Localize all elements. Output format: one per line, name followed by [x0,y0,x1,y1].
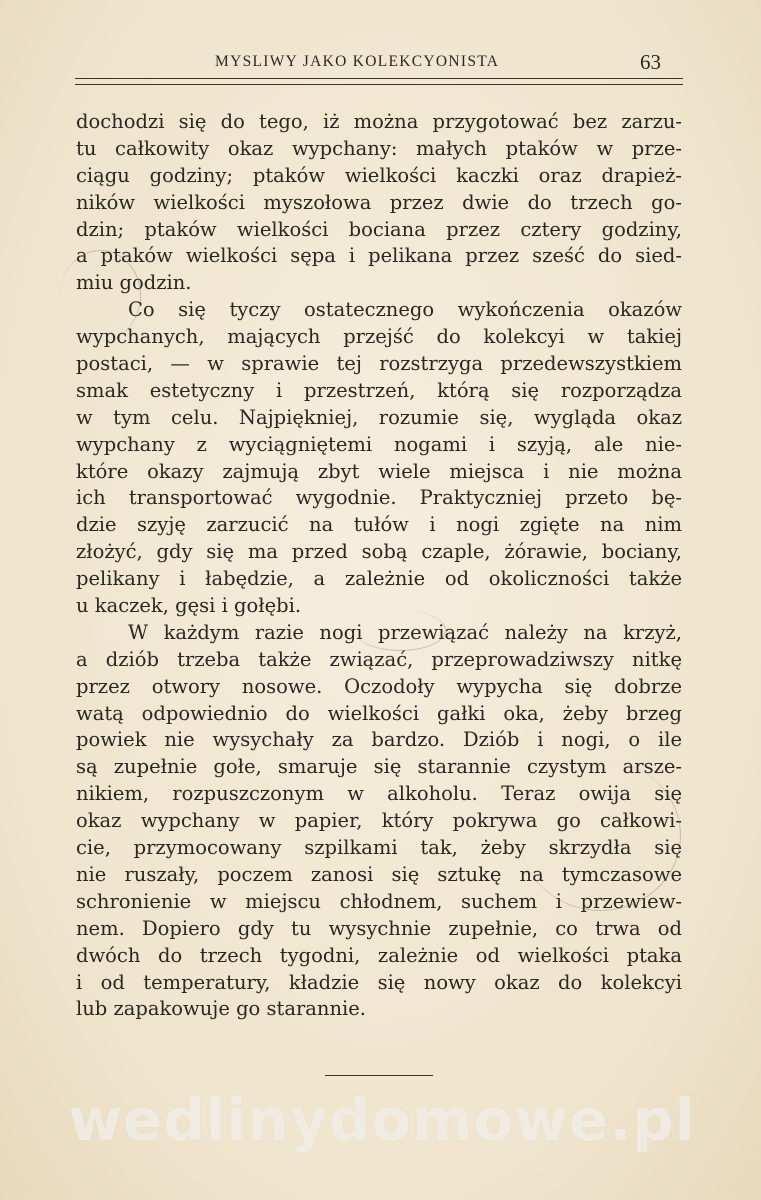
page-number: 63 [640,50,661,74]
text-line: Co się tyczy ostatecznego wykończenia okazów [128,298,682,322]
text-line: dochodzi się do tego, iż można przygotować bez zarzu- [76,110,682,133]
text-line: wypchanych, mających przejść do kolekcyi w takiej [76,325,682,349]
text-line: cie, przymocowany szpilkami tak, żeby skrzydła się [76,836,682,860]
text-line: w tym celu. Najpiękniej, rozumie się, wygląda okaz [76,405,682,429]
paper-scuff-mark [520,760,681,911]
text-line: które okazy zajmują zbyt wiele miejsca i nie można [76,459,682,483]
text-line: tu całkowity okaz wypchany: małych ptaków w prze- [76,136,682,160]
text-line: są zupełnie gołe, smaruje się starannie czystym arsze- [76,755,682,779]
text-line: dwóch do trzech tygodni, zależnie od wielkości ptaka [76,943,682,967]
text-line: a ptaków wielkości sępa i pelikana przez sześć do sied- [76,244,682,268]
text-line: ciągu godziny; ptaków wielkości kaczki oraz drapież- [76,163,682,187]
text-line: lub zapakowuje go starannie. [76,997,367,1021]
text-line: u kaczek, gęsi i gołębi. [76,594,302,618]
text-line: postaci, — w sprawie tej rozstrzyga przedewszystkiem [76,352,682,376]
text-line: nem. Dopiero gdy tu wysychnie zupełnie, co trwa od [76,916,682,940]
paper-scuff-mark [355,610,446,651]
header-rule-top [75,78,683,79]
text-line: a dziób trzeba także związać, przeprowadziwszy nitkę [76,647,682,671]
text-line: przez otwory nosowe. Oczodoły wypycha się dobrze [76,674,682,698]
text-line: i od temperatury, kładzie się nowy okaz do kolekcyi [76,970,682,994]
text-line: miu godzin. [76,271,192,295]
watermark: wedlinydomowe.pl [68,1086,696,1154]
text-line: schronienie w miejscu chłodnem, suchem i przewiew- [76,889,682,913]
end-rule [325,1075,433,1076]
text-line: złożyć, gdy się ma przed sobą czaple, żórawie, bociany, [76,540,682,564]
paper-scuff-mark [60,250,141,341]
text-line: nikiem, rozpuszczonym w alkoholu. Teraz owija się [76,782,682,806]
text-line: wypchany z wyciągniętemi nogami i szyją, ale nie- [76,432,682,456]
text-line: watą odpowiednio do wielkości gałki oka, żeby brzeg [76,701,682,725]
header-rule-bottom [75,84,683,85]
text-line: okaz wypchany w papier, który pokrywa go całkowi- [76,809,682,833]
text-line: smak estetyczny i przestrzeń, którą się rozporządza [76,378,682,402]
text-line: pelikany i łabędzie, a zależnie od okoliczności także [76,567,682,591]
text-line: ich transportować wygodnie. Praktyczniej przeto bę- [76,486,682,510]
text-line: nie ruszały, poczem zanosi się sztukę na tymczasowe [76,862,682,886]
text-line: ników wielkości myszołowa przez dwie do trzech go- [76,190,682,214]
text-line: powiek nie wysychały za bardzo. Dziób i nogi, o ile [76,728,682,752]
text-line: dzie szyję zarzucić na tułów i nogi zgięte na nim [76,513,682,537]
page-header [75,50,685,80]
text-line: dzin; ptaków wielkości bociana przez cztery godziny, [76,217,682,241]
text-line: W każdym razie nogi przewiązać należy na krzyż, [128,620,682,644]
running-head: MYSLIWY JAKO KOLEKCYONISTA [215,53,500,70]
